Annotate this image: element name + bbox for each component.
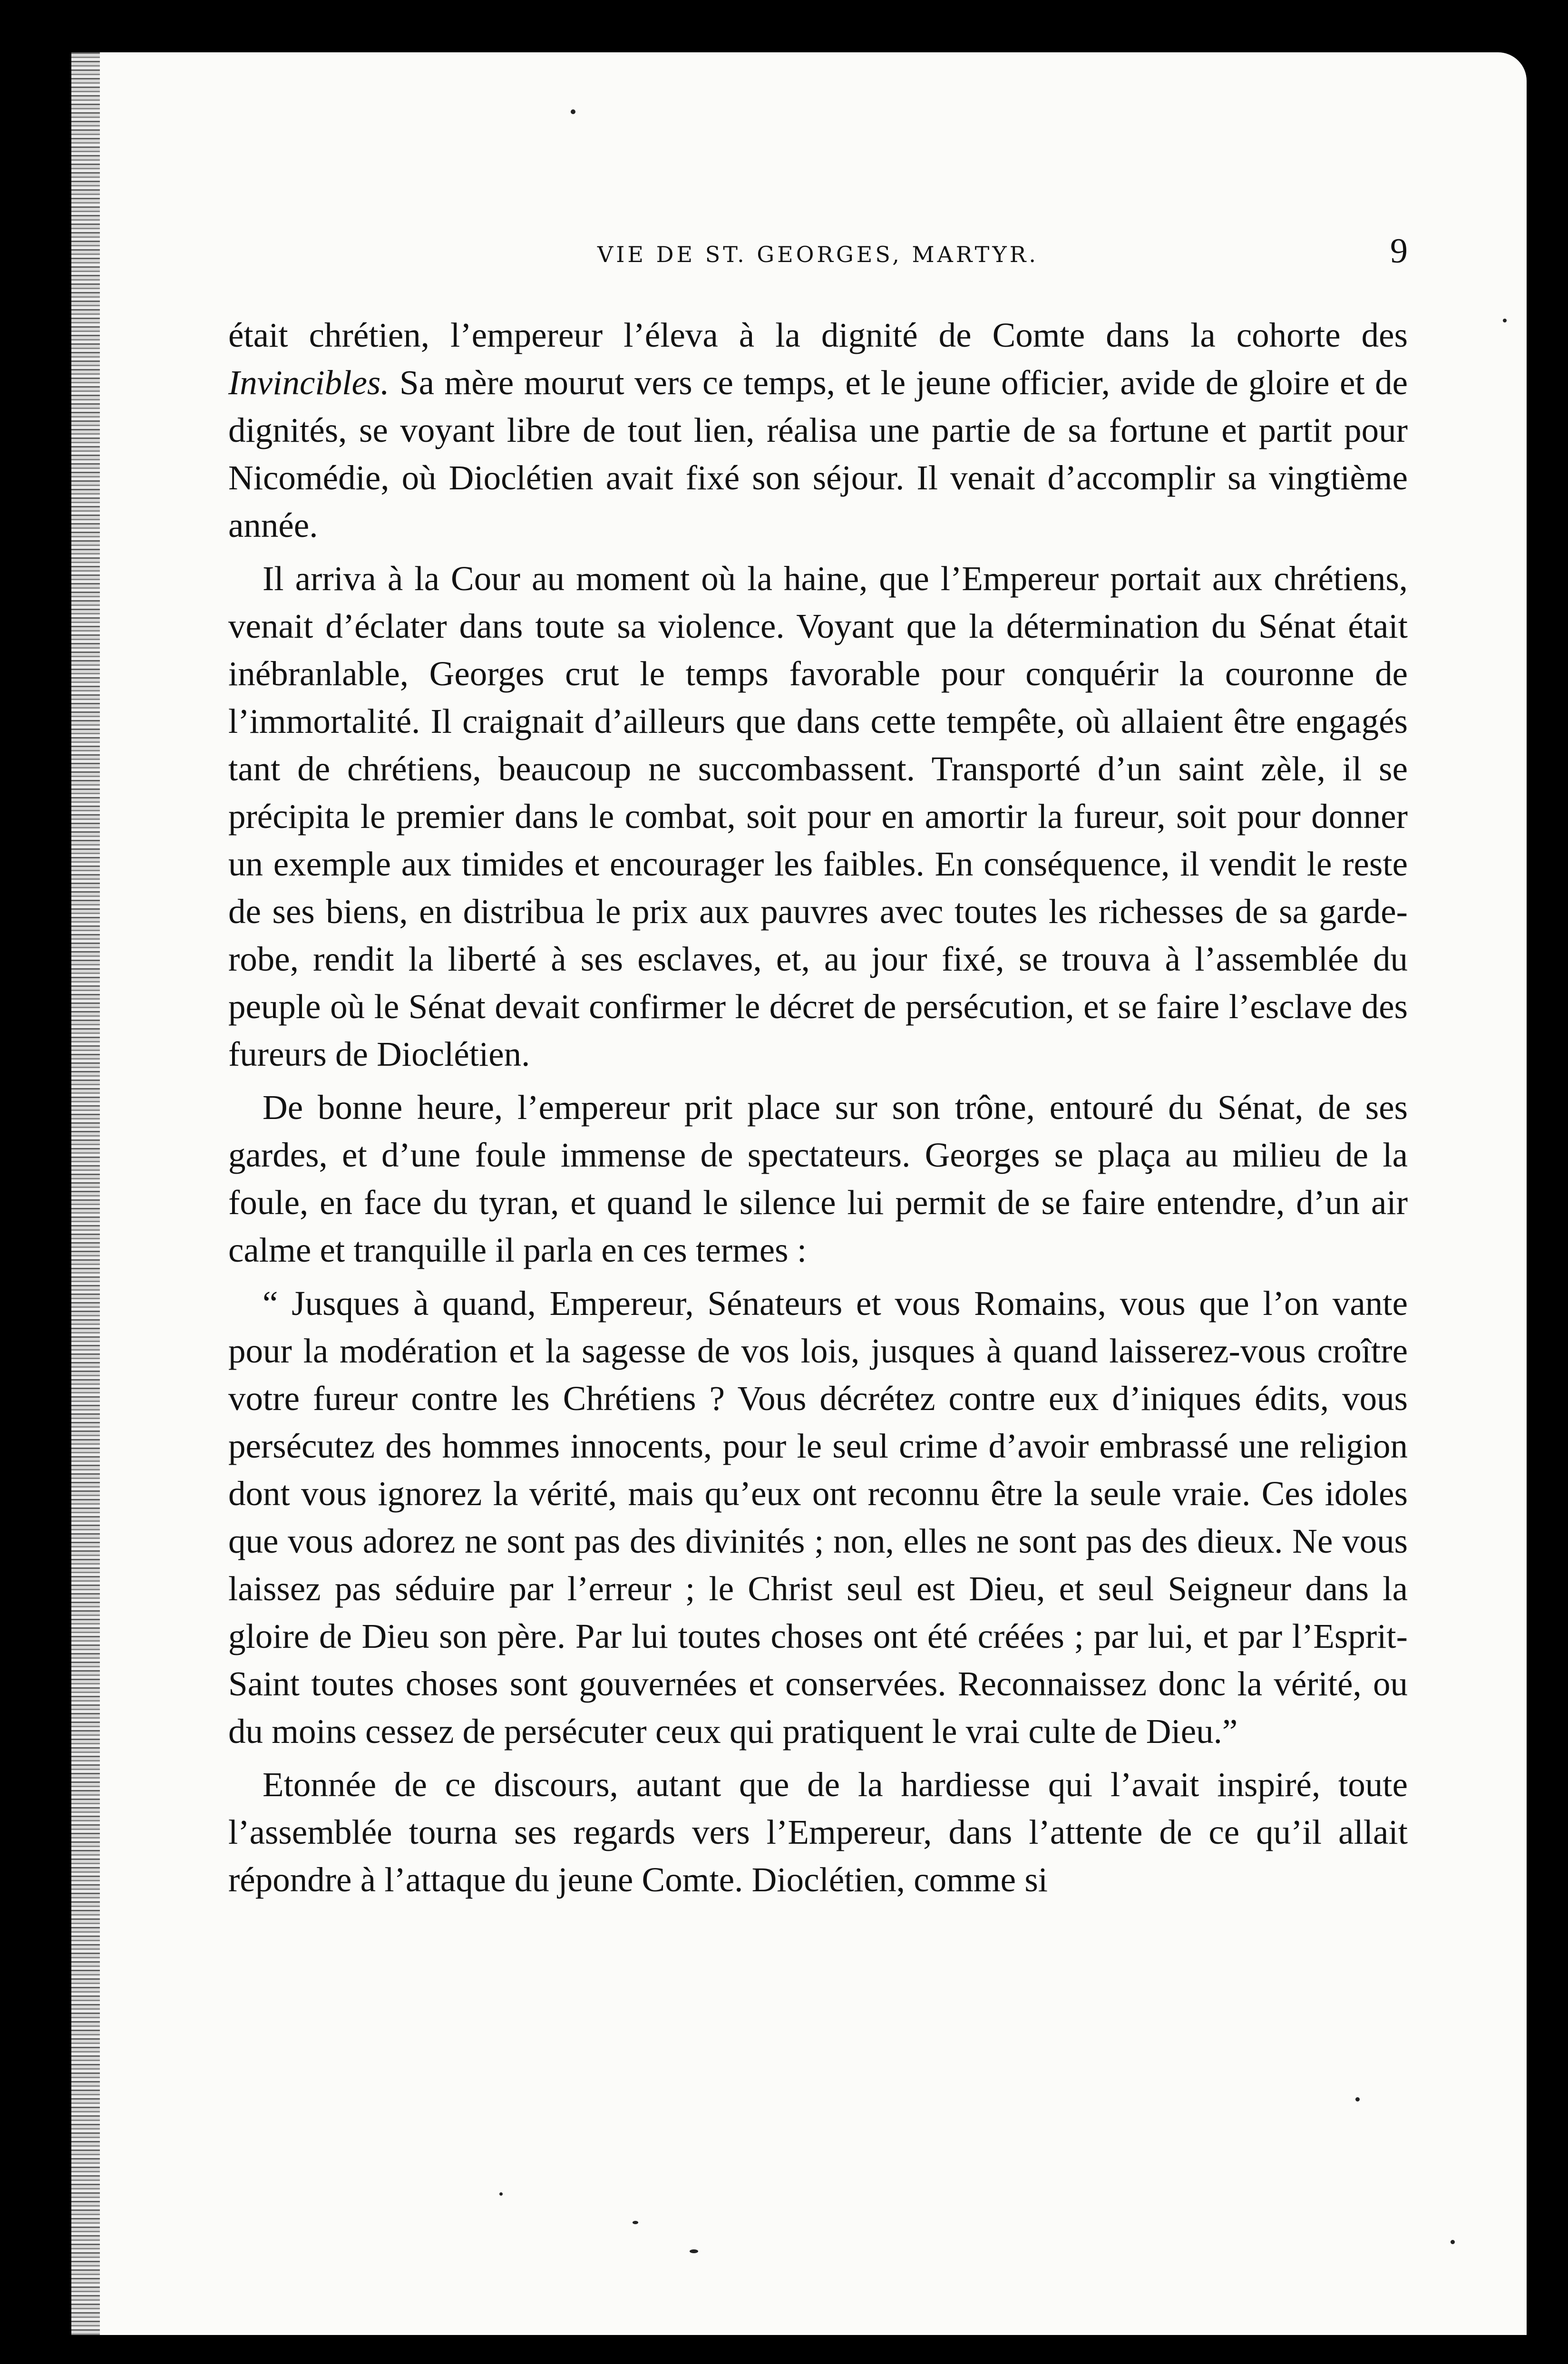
body-text (228, 311, 1408, 1904)
ink-speck (1355, 2097, 1360, 2101)
ink-speck (690, 2249, 698, 2253)
running-title: VIE DE ST. GEORGES, MARTYR. (597, 242, 1039, 267)
ink-speck (499, 2192, 503, 2196)
book-page (71, 52, 1527, 2335)
ink-speck (571, 109, 575, 114)
ink-speck (633, 2221, 638, 2224)
paragraph-1-after: Sa mère mourut vers ce temps, et le jeune officier, avide de gloire et de dignités, se voyant libre de tout lien, réalisa une partie de sa fortune et partit pour Nicomédie, où Dioclétien avait fixé son séjour. Il venait d’accomplir sa vingtième année. (228, 363, 1408, 545)
ink-speck (1503, 319, 1507, 322)
paragraph-1-before: était chrétien, l’empereur l’éleva à la dignité de Comte dans la cohorte des (228, 316, 1408, 354)
paragraph-2: Il arriva à la Cour au moment où la haine, que l’Empereur portait aux chrétiens, venait d’éclater dans toute sa violence. Voyant que la détermination du Sénat était inébranlable, Georges crut le temps favorable pour conquérir la couronne de l’immortalité. Il craignait d’ailleurs que dans cette tempête, où allaient être engagés tant de chrétiens, beaucoup ne succombassent. Transporté d’un saint zèle, il se précipita le premier dans le combat, soit pour en amortir la fureur, soit pour donner un exemple aux timides et encourager les faibles. En conséquence, il vendit le reste de ses biens, en distribua le prix aux pauvres avec toutes les richesses de sa garde-robe, rendit la liberté à ses esclaves, et, au jour fixé, se trouva à l’assemblée du peuple où le Sénat devait confirmer le décret de persécution, et se faire l’esclave des fureurs de Dioclétien. (228, 559, 1408, 1073)
paragraph-4-speech: “ Jusques à quand, Empereur, Sénateurs et vous Romains, vous que l’on vante pour la modération et la sagesse de vos lois, jusques à quand laisserez-vous croître votre fureur contre les Chrétiens ? Vous décrétez contre eux d’iniques édits, vous persécutez des hommes innocents, pour le seul crime d’avoir embrassé une religion dont vous ignorez la vérité, mais qu’eux ont reconnu être la seule vraie. Ces idoles que vous adorez ne sont pas des divinités ; non, elles ne sont pas des dieux. Ne vous laissez pas séduire par l’erreur ; le Christ seul est Dieu, et seul Seigneur dans la gloire de Dieu son père. Par lui toutes choses ont été créées ; par lui, et par l’Esprit-Saint toutes choses sont gouvernées et conservées. Reconnaissez donc la vérité, ou du moins cessez de persécuter ceux qui pratiquent le vrai culte de Dieu.” (228, 1284, 1408, 1751)
paragraph-3: De bonne heure, l’empereur prit place sur son trône, entouré du Sénat, de ses gardes, et d’une foule immense de spectateurs. Georges se plaça au milieu de la foule, en face du tyran, et quand le silence lui permit de se faire entendre, d’un air calme et tranquille il parla en ces termes : (228, 1088, 1408, 1269)
paragraph-1-emphasis: Invincibles. (228, 363, 390, 402)
ink-speck (1451, 2240, 1455, 2244)
page-number: 9 (1390, 232, 1408, 271)
running-header (228, 228, 1408, 281)
paragraph-5: Etonnée de ce discours, autant que de la hardiesse qui l’avait inspiré, toute l’assemblée tourna ses regards vers l’Empereur, dans l’attente de ce qu’il allait répondre à l’attaque du jeune Comte. Dioclétien, comme si (228, 1765, 1408, 1899)
paragraph-1 (228, 311, 1408, 549)
